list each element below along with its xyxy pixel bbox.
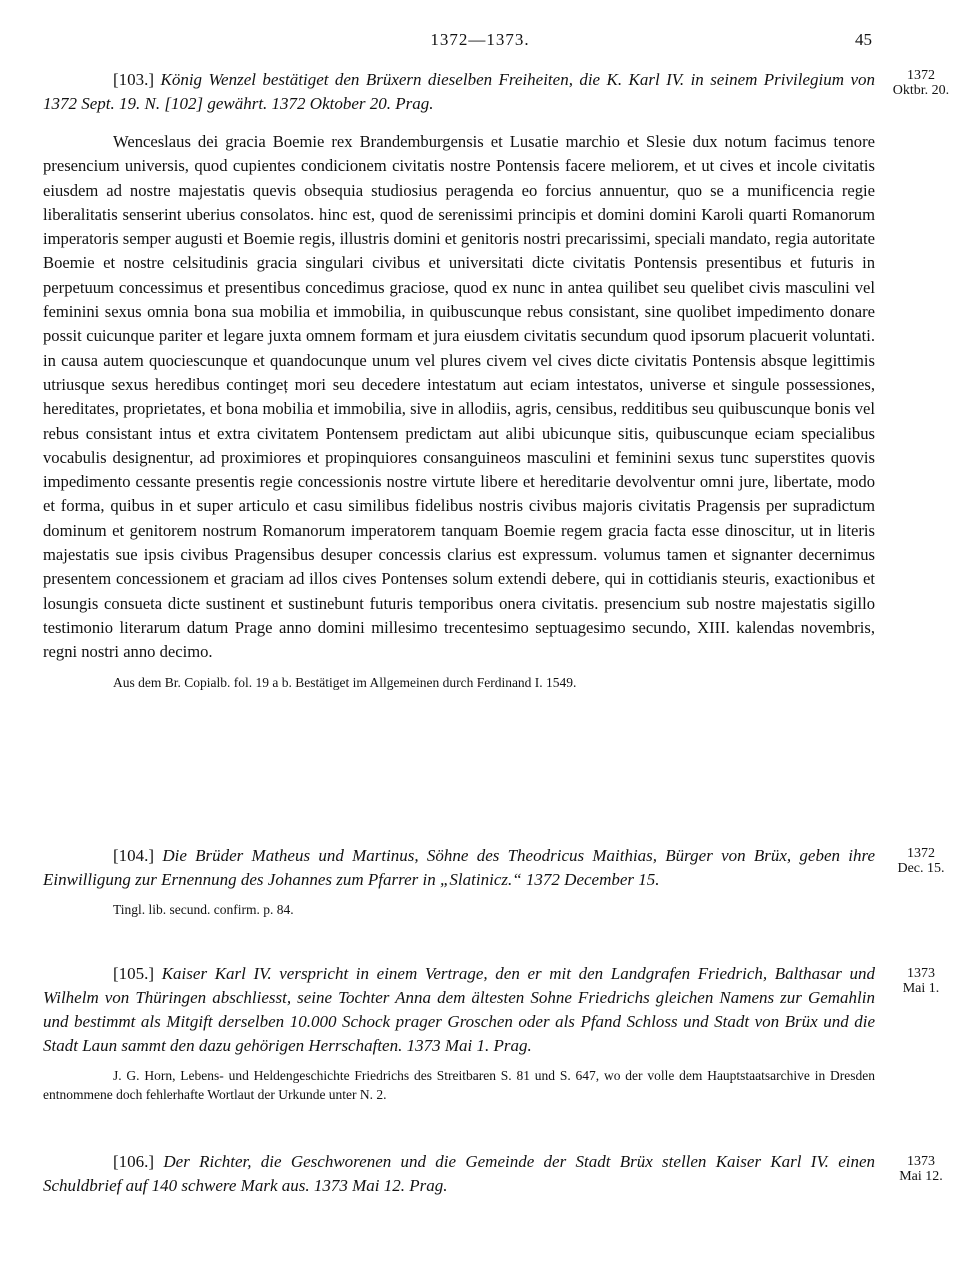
entry-103 (43, 68, 875, 692)
entry-106 (43, 1150, 875, 1198)
margin-date-106 (888, 1154, 954, 1184)
margin-date-105 (888, 966, 954, 996)
page-number: 45 (855, 30, 872, 49)
margin-date-104 (888, 846, 954, 876)
entry-heading (43, 844, 875, 892)
margin-date-year: 1373 (907, 966, 935, 981)
entry-source: Aus dem Br. Copialb. fol. 19 a b. Bestätiget im Allgemeinen durch Ferdinand I. 1549. (113, 674, 577, 690)
entry-title: Der Richter, die Geschworenen und die Gemeinde der Stadt Brüx stellen Kaiser Karl IV. einen Schuldbrief auf 140 schwere Mark aus. 1373 Mai 12. Prag. (43, 1152, 876, 1195)
margin-date-day: Mai 1. (902, 981, 940, 996)
entry-body: Wenceslaus dei gracia Boemie rex Brandemburgensis et Lusatie marchio et Slesie dux notum facimus tenore presencium universis, quod cupientes condicionem civitatis nostre Pontensis facere meliorem, et ut cives et incole civitatis eiusdem ad nostre majestatis quevis obsequia studiosius peragenda eo forcius annuentur, quo se a munificencia regie liberalitatis senserint uberius consolatos. hinc est, quod de serenissimi principis et domini domini Karoli quarti Romanorum imperatoris semper augusti et Boemie regis, illustris domini et genitoris nostri precarissimi, speciali mandato, regia autoritate Boemie et nostre celsitudinis gracia singulari civibus et universitati dicte civitatis Pontensis presentibus et futuris in perpetuum concessimus et presentibus concedimus graciose, quod ex nunc in antea quilibet seu quelibet civis masculini vel feminini sexus omnia bona sua mobilia et immobilia, in quibuscunque rebus consistant, sine quolibet impedimento donare possit cuicunque pariter et legare juxta omnem formam et jura eiusdem civitatis secundum quod ipsorum placuerit voluntati. in causa autem quociescunque et quandocunque unum vel plures civem vel cives dicte civitatis Pontensis absque legittimis utriusque sexus heredibus contingeț mori seu decedere intestatum aut eciam intestatos, universe et singule possessiones, hereditates, proprietates, et bona mobilia et immobilia, sive in allodiis, agris, censibus, redditibus seu quibuscunque bonis vel rebus consistant intus et extra civitatem Pontensem predictam aut alibi ubicunque sitis, quibuscunque eciam specialibus vocabulis designentur, ad proximiores et propinquiores consanguineos masculini et feminini sexus tunc superstites quovis impedimento cessante presentis regie concessionis nostre virtute libere et hereditarie devolventur omni jure, libertate, modo et forma, quibus in et super articulo et casu similibus fidelibus nostris civibus majoris civitatis Pragensis per supradictum dominum et genitorem nostrum Romanorum imperatorem tanquam Boemie regem gracia facta esse dinoscitur, ut in literis majestatis sue ipsis civibus Pragensibus desuper concessis clarius est expressum. volumus tamen et signanter decernimus presentem concessionem et graciam ad illos cives Pontenses solum extendi debere, qui in cottidianis steuris, exactionibus et losungis consueta dicte sustinent et sustinebunt futuris temporibus onera civitatis. presencium sub nostre majestatis sigillo testimonio literarum datum Prage anno domini millesimo trecentesimo septuagesimo secundo, XIII. kalendas novembris, regni nostri anno decimo. (43, 132, 875, 662)
margin-date-day: Mai 12. (899, 1169, 943, 1184)
entry-number: [105.] (113, 964, 155, 983)
entry-number: [106.] (113, 1152, 155, 1171)
margin-date-day: Oktbr. 20. (892, 83, 950, 98)
page-header (0, 30, 960, 58)
entry-title: Kaiser Karl IV. verspricht in einem Vertrage, den er mit den Landgrafen Friedrich, Balthasar und Wilhelm von Thüringen abschliesst, seine Tochter Anna dem ältesten Sohne Friedrichs gleichen Namens zur Gemahlin und bestimmt als Mitgift derselben 10.000 Schock prager Groschen oder als Pfand Schloss und Stadt von Brüx und die Stadt Laun sammt den dazu gehörigen Herrschaften. 1373 Mai 1. Prag. (43, 964, 875, 1055)
margin-date-year: 1373 (907, 1154, 935, 1169)
entry-source: Tingl. lib. secund. confirm. p. 84. (113, 902, 294, 917)
entry-105 (43, 962, 875, 1104)
entry-number: [103.] (113, 70, 155, 89)
entry-title: König Wenzel bestätiget den Brüxern dieselben Freiheiten, die K. Karl IV. in seinem Privilegium von 1372 Sept. 19. N. [102] gewährt. 1372 Oktober 20. Prag. (43, 70, 875, 113)
margin-date-year: 1372 (907, 68, 935, 83)
entry-heading (43, 1150, 875, 1198)
margin-date-103 (888, 68, 954, 98)
margin-date-year: 1372 (907, 846, 935, 861)
entry-number: [104.] (113, 846, 155, 865)
entry-source: J. G. Horn, Lebens- und Heldengeschichte Friedrichs des Streitbaren S. 81 und S. 647, wo der volle dem Hauptstaatsarchive in Dresden entnommene doch fehlerhafte Wortlaut der Urkunde unter N. 2. (43, 1068, 875, 1102)
running-title: 1372—1373. (430, 30, 530, 49)
entry-104 (43, 844, 875, 919)
entry-title: Die Brüder Matheus und Martinus, Söhne des Theodricus Maithias, Bürger von Brüx, geben ihre Einwilligung zur Ernennung des Johannes zum Pfarrer in „Slatinicz.“ 1372 December 15. (43, 846, 875, 889)
entry-heading (43, 68, 875, 116)
margin-date-day: Dec. 15. (897, 861, 945, 876)
entry-heading (43, 962, 875, 1058)
